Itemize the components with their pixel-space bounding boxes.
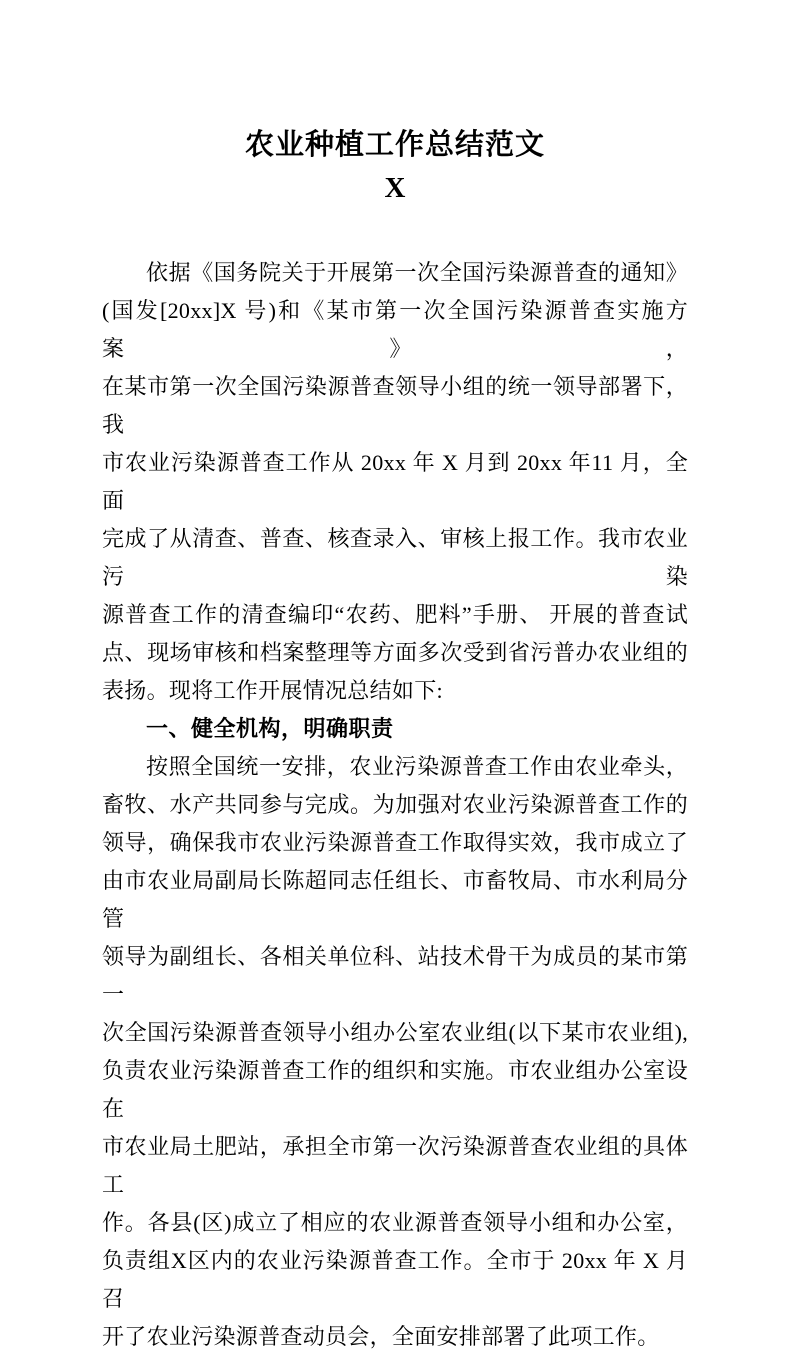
text-line: 负责组X区内的农业污染源普查工作。全市于 20xx 年 X 月召 bbox=[102, 1248, 688, 1311]
section-heading: 一、健全机构，明确职责 bbox=[146, 716, 394, 741]
document-content bbox=[102, 0, 688, 1356]
text-line: 完成了从清查、普查、核查录入、审核上报工作。我市农业污染 bbox=[102, 526, 688, 589]
text-line: 源普查工作的清查编印“农药、肥料”手册、 开展的普查试 bbox=[102, 602, 688, 627]
text-line: 畜牧、水产共同参与完成。为加强对农业污染源普查工作的 bbox=[102, 792, 688, 817]
text-line: 依据《国务院关于开展第一次全国污染源普查的通知》 bbox=[146, 260, 688, 285]
text-line: 领导为副组长、各相关单位科、站技术骨干为成员的某市第一 bbox=[102, 944, 688, 1007]
text-line: 作。各县(区)成立了相应的农业源普查领导小组和办公室， bbox=[102, 1210, 688, 1235]
text-line: 在某市第一次全国污染源普查领导小组的统一领导部署下，我 bbox=[102, 374, 688, 437]
document-body bbox=[102, 254, 688, 1356]
document-subtitle: X bbox=[384, 172, 406, 204]
text-line: 领导，确保我市农业污染源普查工作取得实效，我市成立了 bbox=[102, 830, 688, 855]
document-title: 农业种植工作总结范文 bbox=[244, 129, 545, 161]
text-line: 负责农业污染源普查工作的组织和实施。市农业组办公室设在 bbox=[102, 1058, 688, 1121]
text-line: 开了农业污染源普查动员会，全面安排部署了此项工作。 bbox=[102, 1324, 660, 1349]
text-line: 按照全国统一安排，农业污染源普查工作由农业牵头， bbox=[146, 754, 688, 779]
paragraph bbox=[102, 254, 688, 710]
text-line: 表扬。现将工作开展情况总结如下: bbox=[102, 678, 443, 703]
text-line: 市农业污染源普查工作从 20xx 年 X 月到 20xx 年11 月，全面 bbox=[102, 450, 688, 513]
text-line: (国发[20xx]X 号)和《某市第一次全国污染源普查实施方案》， bbox=[102, 298, 688, 361]
paragraph bbox=[102, 748, 688, 1356]
text-line: 次全国污染源普查领导小组办公室农业组(以下某市农业组), bbox=[102, 1020, 688, 1045]
text-line: 由市农业局副局长陈超同志任组长、市畜牧局、市水利局分管 bbox=[102, 868, 688, 931]
text-line: 市农业局土肥站，承担全市第一次污染源普查农业组的具体工 bbox=[102, 1134, 688, 1197]
text-line: 点、现场审核和档案整理等方面多次受到省污普办农业组的 bbox=[102, 640, 688, 665]
